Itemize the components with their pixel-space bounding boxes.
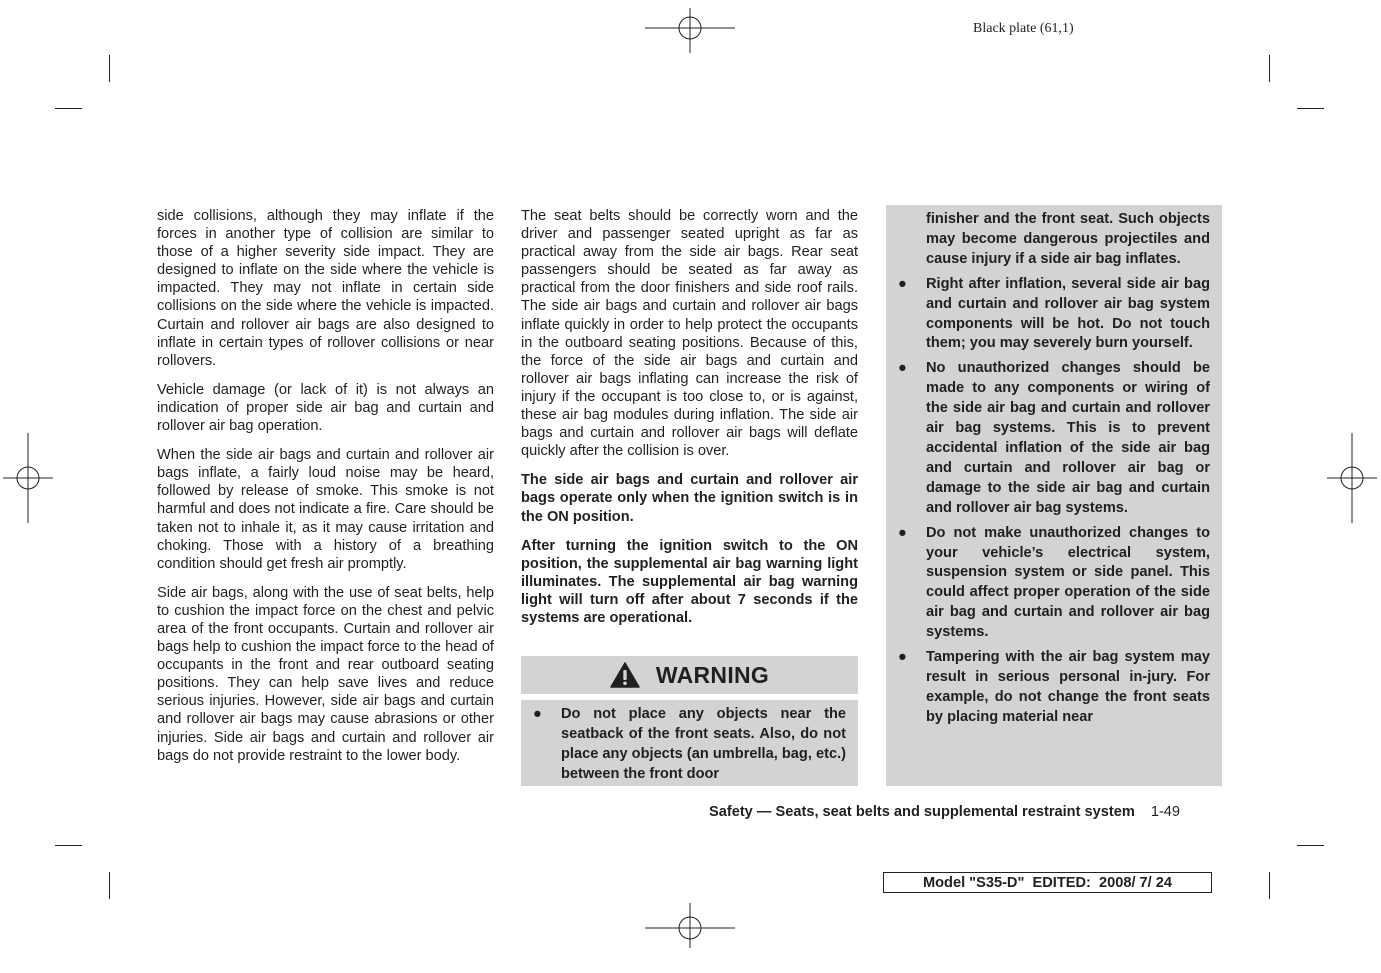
model-info-box — [883, 872, 1212, 893]
crop-mark — [1297, 108, 1324, 109]
bullet-icon: ● — [898, 275, 907, 292]
paragraph: Side air bags, along with the use of seat belts, help to cushion the impact force on the chest and pelvic area of the front occupants. Curtain and rollover air bags help to cushion the impact force to the head of occupants in the front and rear outboard seating positions. They can help save lives and reduce serious injuries. However, side air bags and curtain and rollover air bags may cause abrasions or other injuries. Side air bags and curtain and rollover air bags do not provide restraint to the lower body. — [157, 584, 494, 764]
registration-mark-bottom — [645, 883, 735, 973]
bold-notice: After turning the ignition switch to the ON position, the supplemental air bag warning light illuminates. The supplemental air bag warning light will turn off after about 7 seconds if the systems are operational. — [521, 537, 858, 626]
paragraph: The seat belts should be correctly worn and the driver and passenger seated upright as far as practical away from the side air bags. Rear seat passengers should be seated as far away as practical from the door finishers and side roof rails. The side air bags and curtain and rollover air bags inflate quickly in order to help protect the occupants in the outboard seating positions. Because of this, the force of the side air bags and curtain and rollover air bags inflating can increase the risk of injury if the occupant is too close to, or is against, these air bag modules during inflation. The side air bags and curtain and rollover air bags will deflate quickly after the collision is over. — [521, 208, 858, 460]
warning-item-text: No unauthorized changes should be made to any components or wiring of the side air bag and curtain and rollover air bag systems. This is to prevent accidental inflation of the side air bag and curtain and rollover air bag or damage to the side air bag and curtain and rollover air bag systems. — [926, 360, 1210, 516]
registration-mark-left — [0, 433, 73, 523]
bullet-icon: ● — [898, 360, 907, 377]
paragraph: When the side air bags and curtain and rollover air bags inflate, a fairly loud noise may be heard, followed by release of smoke. This smoke is not harmful and does not indicate a fire. Care should be taken not to inhale it, as it may cause irritation and choking. Those with a history of a breathing condition should get fresh air promptly. — [157, 447, 494, 572]
page-number: 1-49 — [1150, 804, 1181, 820]
warning-item — [898, 648, 1210, 728]
bullet-icon: ● — [533, 706, 542, 722]
page-footer — [709, 804, 1180, 820]
column-2 — [521, 207, 858, 638]
plate-label: Black plate (61,1) — [973, 21, 1074, 36]
crop-mark — [109, 872, 110, 899]
crop-mark — [55, 845, 82, 846]
column-1 — [157, 207, 494, 776]
warning-item-continued — [926, 210, 1210, 270]
warning-item-text: Right after inflation, several side air bag and curtain and rollover air bag system components will be hot. Do not touch them; you may severely burn yourself. — [926, 275, 1210, 352]
warning-triangle-icon — [610, 662, 640, 688]
warning-item-text: Do not place any objects near the seatback of the front seats. Also, do not place any objects (an umbrella, bag, etc.) between the front door — [561, 706, 846, 782]
paragraph: Vehicle damage (or lack of it) is not always an indication of proper side air bag and curtain and rollover air bag operation. — [157, 381, 494, 435]
warning-item — [898, 524, 1210, 643]
warning-item-text: Tampering with the air bag system may result in serious personal in-jury. For example, do not change the front seats by placing material near — [926, 649, 1210, 725]
crop-mark — [1297, 845, 1324, 846]
bold-notice: The side air bags and curtain and rollover air bags operate only when the ignition switch is in the ON position. — [521, 472, 858, 525]
warning-item — [533, 705, 846, 785]
crop-mark — [55, 108, 82, 109]
crop-mark — [109, 55, 110, 82]
model-info-text: Model "S35-D" EDITED: 2008/ 7/ 24 — [922, 874, 1173, 891]
crop-mark — [1269, 55, 1270, 82]
warning-title: WARNING — [655, 661, 770, 688]
crop-mark — [1269, 872, 1270, 899]
warning-item — [898, 275, 1210, 355]
bullet-icon: ● — [898, 649, 907, 666]
bullet-icon: ● — [898, 524, 907, 541]
warning-header — [521, 656, 858, 694]
warning-item-text: finisher and the front seat. Such objects may become dangerous projectiles and cause injury if a side air bag inflates. — [926, 211, 1210, 267]
footer-section-title: Safety — Seats, seat belts and supplemental restraint system — [709, 804, 1135, 820]
warning-item — [898, 359, 1210, 518]
registration-mark-right — [1307, 433, 1381, 523]
warning-item-text: Do not make unauthorized changes to your vehicle’s electrical system, suspension system or side panel. This could affect proper operation of the side air bag and curtain and rollover air bag systems. — [926, 524, 1210, 641]
registration-mark-top — [645, 0, 735, 73]
paragraph: side collisions, although they may inflate if the forces in another type of collision are similar to those of a higher severity side impact. They are designed to inflate on the side where the vehicle is impacted. They may not inflate in certain side collisions on the side where the vehicle is impacted. Curtain and rollover air bags are also designed to inflate in certain types of rollover collisions or near rollovers. — [157, 208, 494, 369]
warning-box-continued — [886, 205, 1222, 786]
warning-box — [521, 700, 858, 786]
